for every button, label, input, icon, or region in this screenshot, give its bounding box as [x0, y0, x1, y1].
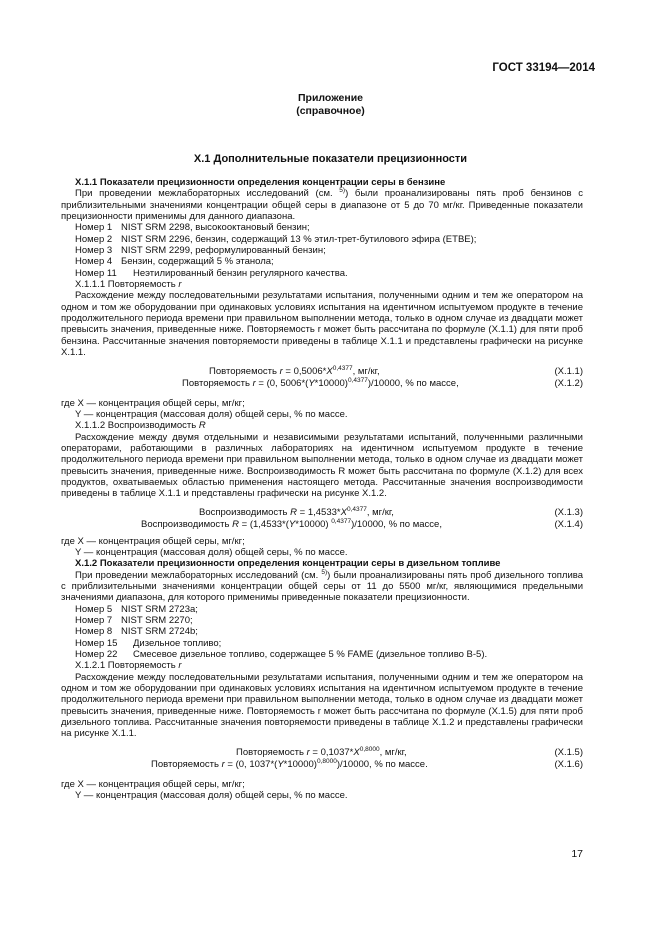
list-item: Номер 3 NIST SRM 2299, реформулированный бензин; — [75, 245, 326, 257]
repeatability-heading: X.1.2.1 Повторяемость r — [75, 660, 182, 672]
paragraph-diesel-intro: При проведении межлабораторных исследований (см. $^{5)}$) были проанализированы пять проб дизельного топлива с приблизительными значениями концентрации общей серы от 11 до 5500 мг/кг, являющимися предельными значениями диапазона, для которого применимы приведенные показатели прецизионности. — [61, 568, 583, 604]
where-y: Y — концентрация (массовая доля) общей серы, % по массе. — [75, 408, 348, 420]
formula-number: (X.1.3) — [554, 506, 583, 518]
where-x: где X — концентрация общей серы, мг/кг; — [61, 778, 245, 790]
list-item: Номер 7 NIST SRM 2270; — [75, 615, 193, 626]
formula-x-1-2: Повторяемость r = (0, $5006*(Y*10000)^{0,4377})/10000$, % по массе, (X.1.2) — [182, 377, 583, 389]
appendix-title: Приложение — [297, 92, 363, 104]
formula-x-1-3: Воспроизводимость $R = 1,4533*X^{0,4377}$, мг/кг, (X.1.3) — [199, 505, 583, 518]
paragraph-repeatability: Расхождение между последовательными результатами испытания, полученными одним и тем же оператором на одном и том же оборудовании при одинаковых условиях испытания на идентичном испытуемом продукте в течение продолжительного периода времени при правильном выполнении метода, только в одном случае из двадцати может превысить значения, приведенные ниже. Повторяемость r может быть рассчитана по формуле (X.1.5) для пяти проб дизельного топлива. Рассчитанные значения повторяемости приведены в таблице X.1.2 и представлены графически на рисунке X.1.1. — [61, 671, 583, 740]
document-body — [61, 177, 583, 801]
list-item: Номер 15 Дизельное топливо; — [75, 637, 222, 649]
formula-number: (X.1.4) — [554, 519, 583, 531]
where-y: Y — концентрация (массовая доля) общей серы, % по массе. — [75, 790, 348, 802]
subsection-heading-diesel: X.1.2 Показатели прецизионности определения концентрации серы в дизельном топливе — [75, 558, 501, 570]
reproducibility-heading: X.1.1.2 Воспроизводимость R — [75, 420, 206, 432]
where-x: где X — концентрация общей серы, мг/кг; — [61, 535, 245, 547]
list-item: Номер 1 NIST SRM 2298, высокооктановый бензин; — [75, 222, 310, 234]
formula-x-1-1: Повторяемость $r = 0,5006*X^{0,4377}$, мг/кг, (X.1.1) — [209, 364, 583, 377]
repeatability-heading: X.1.1.1 Повторяемость r — [75, 279, 182, 291]
list-item: Номер 4 Бензин, содержащий 5 % этанола; — [75, 256, 274, 268]
page-number: 17 — [571, 848, 583, 860]
sample-list-gasoline — [61, 222, 583, 279]
list-item: Номер 22 Смесевое дизельное топливо, содержащее 5 % FAME (дизельное топливо B-5). — [75, 649, 488, 661]
paragraph-gasoline-intro: При проведении межлабораторных исследований (см. $^{5)}$) были проанализированы пять проб бензинов с приблизительными значениями концентрации общей серы в диапазоне от 5 до 70 мг/кг. Приведенные показатели прецизионности применимы для данного диапазона. — [61, 187, 583, 223]
formula-number: (X.1.5) — [554, 746, 583, 758]
section-title: X.1 Дополнительные показатели прецизионности — [193, 153, 468, 165]
formula-x-1-5: Повторяемость $r = 0,1037*X^{0,8000}$, мг/кг, (X.1.5) — [236, 745, 583, 758]
where-x: где X — концентрация общей серы, мг/кг; — [61, 397, 245, 409]
where-y: Y — концентрация (массовая доля) общей серы, % по массе. — [75, 546, 348, 558]
appendix-subtitle: (справочное) — [296, 105, 365, 117]
formula-number: (X.1.1) — [554, 365, 583, 377]
paragraph-repeatability: Расхождение между последовательными результатами испытания, полученными одним и тем же оператором на одном и том же оборудовании при одинаковых условиях испытания на идентичном испытуемом продукте в течение продолжительного периода времени при правильном выполнении метода, только в одном случае из двадцати может превысить значения, приведенные ниже. Повторяемость r может быть рассчитана по формуле (X.1.1) для пяти проб бензина. Рассчитанные значения повторяемости приведены в таблице X.1.1 и представлены графически на рисунке X.1.1. — [61, 290, 583, 359]
list-item: Номер 11 Неэтилированный бензин регулярного качества. — [75, 267, 348, 279]
appendix-heading — [0, 92, 661, 118]
standard-number: ГОСТ 33194—2014 — [492, 62, 595, 74]
formula-number: (X.1.6) — [554, 759, 583, 771]
list-item: Номер 5 NIST SRM 2723a; — [75, 603, 198, 615]
list-item: Номер 2 NIST SRM 2296, бензин, содержащий 13 % этил-трет-бутилового эфира (ETBE); — [75, 233, 477, 245]
formula-x-1-4: Воспроизводимость R = (1,4533*(Y*10000) $^{0,4377}$)/10000, % по массе, (X.1.4) — [141, 518, 583, 531]
formula-x-1-6: Повторяемость r = (0, $1037*(Y*10000)^{0,8000})/10000$, % по массе. (X.1.6) — [151, 758, 583, 771]
sample-list-diesel — [61, 604, 583, 661]
paragraph-reproducibility: Расхождение между двумя отдельными и независимыми результатами испытаний, полученными различными операторами, работающими в различных лабораториях на идентичном испытуемом продукте в течение продолжительного периода времени при правильном выполнении метода, только в одном случае из двадцати может превысить значения, приведенные ниже. Воспроизводимость R может быть рассчитана по формуле (X.1.2) для всех продуктов, охватываемых областью применения настоящего метода. Рассчитанные значения воспроизводимости приведены в таблице X.1.1 и представлены графически на рисунке X.1.2. — [61, 431, 583, 500]
subsection-heading-gasoline: X.1.1 Показатели прецизионности определения концентрации серы в бензине — [75, 177, 446, 188]
list-item: Номер 8 NIST SRM 2724b; — [75, 626, 198, 638]
formula-number: (X.1.2) — [554, 378, 583, 389]
